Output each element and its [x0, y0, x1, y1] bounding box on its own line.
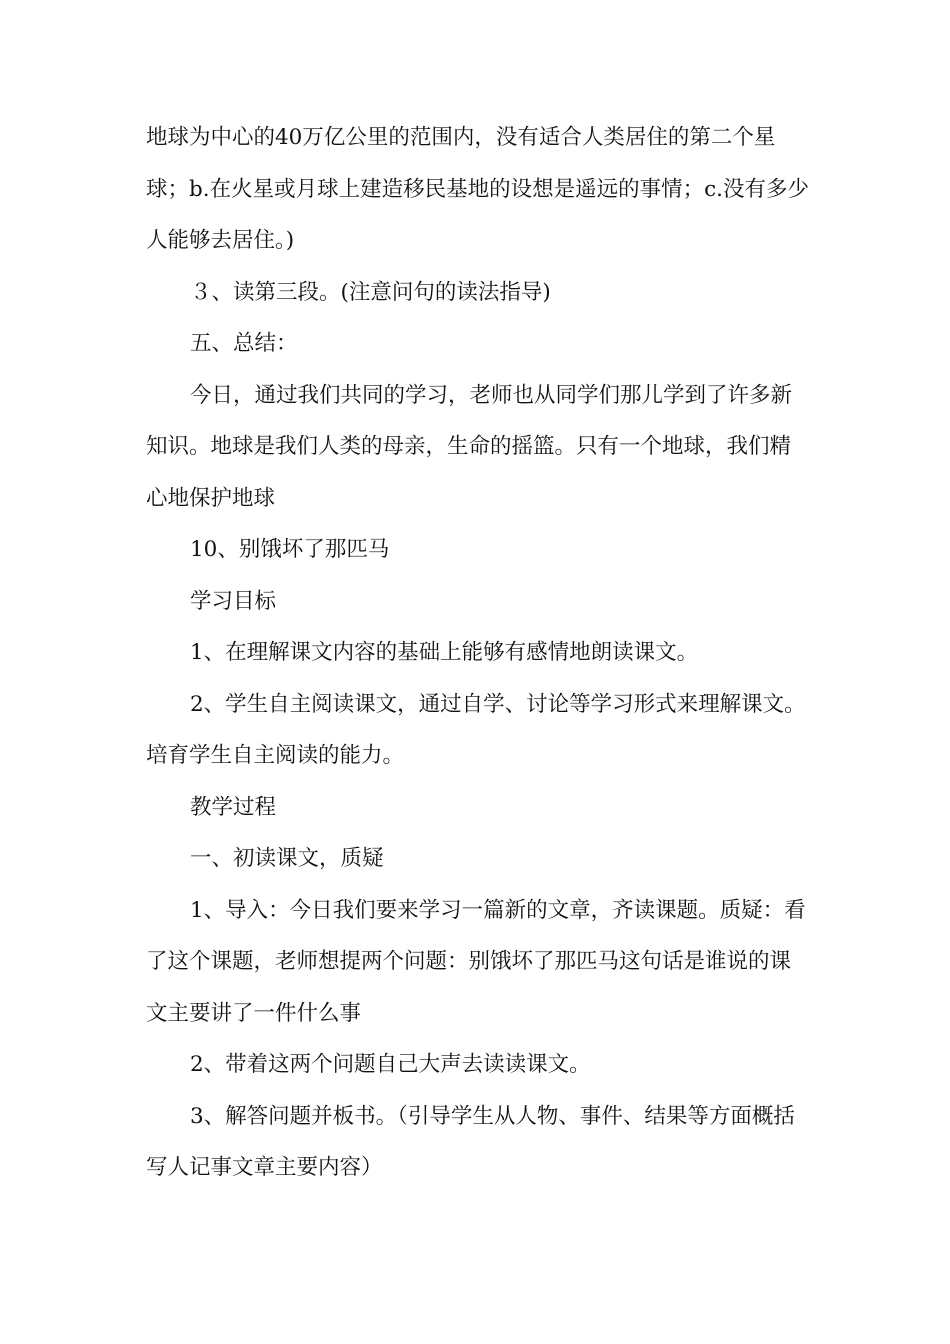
paragraph-2: ３、读第三段。(注意问句的读法指导) — [190, 279, 551, 305]
process-item-2: 2、带着这两个问题自己大声去读读课文。 — [190, 1052, 591, 1077]
goal-item-2: 2、学生自主阅读课文，通过自学、讨论等学习形式来理解课文。培育学生自主阅读的能力。 — [146, 691, 806, 768]
section-heading-process: 教学过程 — [190, 794, 277, 820]
goal-item-1: 1、在理解课文内容的基础上能够有感情地朗读课文。 — [190, 640, 699, 665]
process-item-1: 1、导入：今日我们要来学习一篇新的文章，齐读课题。质疑：看了这个课题，老师想提两个问题：别饿坏了那匹马这句话是谁说的课文主要讲了一件什么事 — [146, 897, 806, 1026]
document-body — [146, 112, 811, 1194]
paragraph-summary: 今日，通过我们共同的学习，老师也从同学们那儿学到了许多新知识。地球是我们人类的母亲，生命的摇篮。只有一个地球，我们精心地保护地球 — [146, 382, 793, 511]
section-heading-goals: 学习目标 — [190, 588, 277, 614]
process-item-3: 3、解答问题并板书。（引导学生从人物、事件、结果等方面概括写人记事文章主要内容） — [146, 1103, 795, 1180]
lesson-title: 10、别饿坏了那匹马 — [190, 537, 390, 562]
process-step-heading: 一、初读课文，质疑 — [190, 846, 384, 871]
paragraph-1: 地球为中心的40万亿公里的范围内，没有适合人类居住的第二个星球；b.在火星或月球上建造移民基地的设想是遥远的事情；c.没有多少人能够去居住。) — [146, 125, 809, 253]
section-heading-summary: 五、总结： — [190, 331, 298, 356]
